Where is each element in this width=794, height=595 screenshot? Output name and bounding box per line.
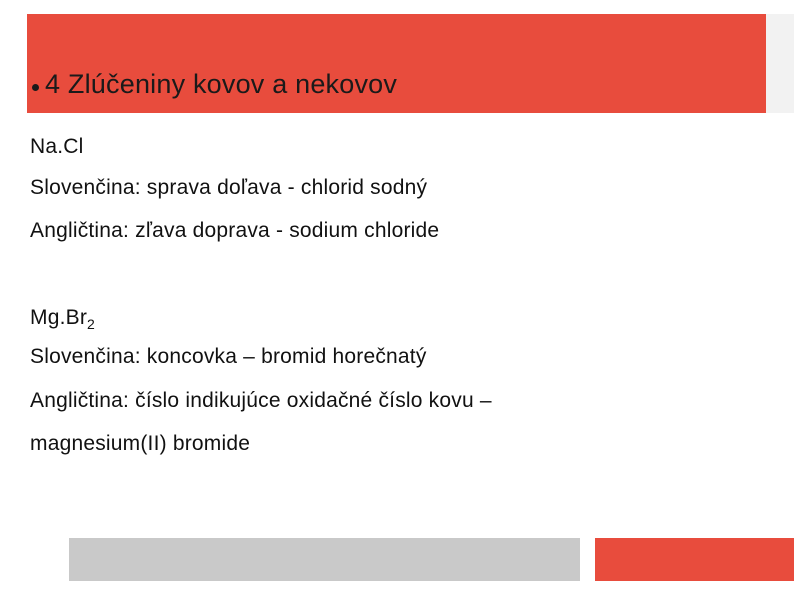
nacl-slovak-rule: Slovenčina: sprava doľava - chlorid sodný [30, 176, 428, 199]
mgbr-formula [30, 305, 95, 337]
nacl-formula: Na.Cl [30, 135, 84, 158]
footer-gray-bar [69, 538, 580, 581]
nacl-english-rule: Angličtina: zľava doprava - sodium chloride [30, 219, 440, 242]
mgbr-english-rule-line1: Angličtina: číslo indikujúce oxidačné číslo kovu – [30, 389, 492, 412]
mgbr-formula-subscript: 2 [87, 316, 96, 332]
bullet-dot-icon [32, 84, 39, 91]
mgbr-slovak-rule: Slovenčina: koncovka – bromid horečnatý [30, 345, 427, 368]
footer-red-bar [595, 538, 794, 581]
mgbr-formula-base: Mg.Br [30, 306, 88, 329]
slide-title-row [32, 64, 397, 104]
mgbr-english-rule-line2: magnesium(II) bromide [30, 432, 251, 455]
title-banner-edge [766, 14, 794, 113]
slide-title: 4 Zlúčeniny kovov a nekovov [45, 68, 398, 99]
